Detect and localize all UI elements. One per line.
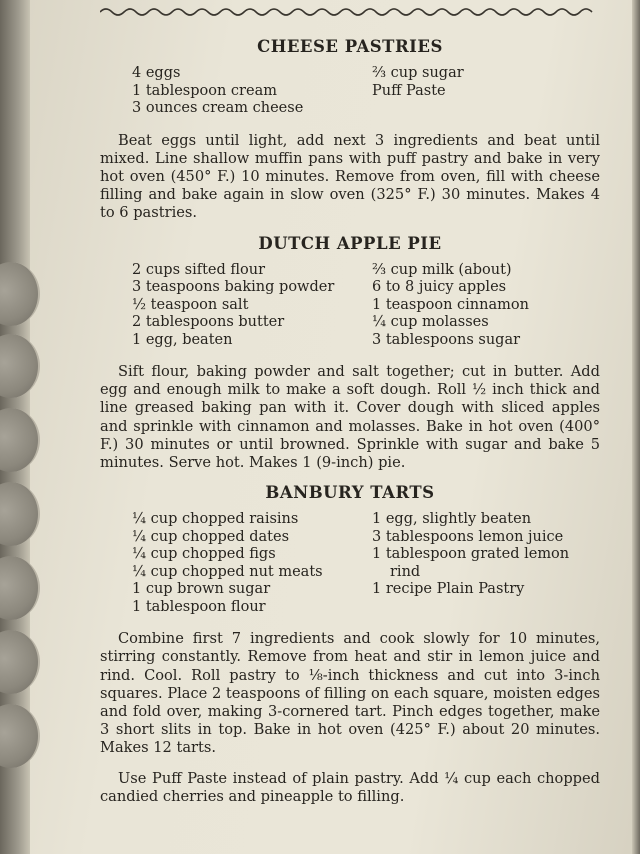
page-tab-scallop [0,482,40,546]
ingredient: 3 tablespoons lemon juice [372,528,564,545]
recipe-cheese-pastries [100,38,600,223]
ingredient: 1 cup brown sugar [132,581,271,598]
page-tab-scallop [0,408,40,472]
recipe-variation: Use Puff Paste instead of plain pastry. Add ¼ cup each chopped candied cherries and pineapple to filling. [100,769,600,805]
recipe-banbury-tarts [100,484,600,806]
ingredient: 4 eggs [132,65,181,81]
page-tab-scallop [0,334,40,398]
ingredient: 1 egg, slightly beaten [372,511,532,528]
ingredient: 6 to 8 juicy apples [372,279,507,296]
recipe-directions: Sift flour, baking powder and salt together; cut in butter. Add egg and enough milk to make a soft dough. Roll ½ inch thick and line greased baking pan with it. Cover dough with sliced apples and sprinkle with cinnamon and molasses. Bake in hot oven (400° F.) 30 minutes or until browned. Sprinkle with sugar and bake 5 minutes. Serve hot. Makes 1 (9-inch) pie. [100,363,600,472]
ingredient-column-right [372,262,592,350]
ingredient-column-left [100,511,372,616]
ingredient-list [100,65,600,118]
ingredient: 1 egg, beaten [132,331,233,348]
page-tab-scallop [0,630,40,694]
ingredient: ½ teaspoon salt [132,296,249,313]
page-tab-scallop [0,262,40,326]
ingredient: 1 tablespoon grated lemon [372,546,570,563]
ingredient: 1 tablespoon cream [132,82,277,99]
ingredient: ⅔ cup milk (about) [372,261,512,278]
ingredient: 3 tablespoons sugar [372,331,521,348]
ingredient: 3 ounces cream cheese [132,100,304,116]
ingredient: ⅔ cup sugar [372,65,464,81]
ingredient-list [100,511,600,616]
ingredient: ¼ cup chopped nut meats [132,563,323,580]
ingredient: 1 teaspoon cinnamon [372,296,529,313]
ingredient: 2 cups sifted flour [132,261,266,278]
ingredient-column-left [100,65,372,118]
ingredient: 1 recipe Plain Pastry [372,581,525,598]
ingredient-column-left [100,262,372,350]
recipe-title: BANBURY TARTS [265,483,435,503]
ingredient: ¼ cup chopped dates [132,528,290,545]
recipe-page-content [100,30,600,818]
ingredient: ¼ cup chopped figs [132,546,276,563]
recipe-title: DUTCH APPLE PIE [258,233,442,253]
page-edge [632,0,640,854]
ingredient: rind [390,563,421,580]
page-tab-scallop [0,704,40,768]
decorative-wave-border [100,2,600,20]
ingredient: 2 tablespoons butter [132,314,285,331]
ingredient: 3 teaspoons baking powder [132,279,335,296]
recipe-dutch-apple-pie [100,235,600,473]
page-tab-scallop [0,556,40,620]
recipe-directions: Beat eggs until light, add next 3 ingredients and beat until mixed. Line shallow muffin pans with puff pastry and bake in very hot oven (450° F.) 10 minutes. Remove from oven, fill with cheese filling and bake again in slow oven (325° F.) 30 minutes. Makes 4 to 6 pastries. [100,131,600,222]
recipe-directions: Combine first 7 ingredients and cook slowly for 10 minutes, stirring constantly. Remove from heat and stir in lemon juice and rind. Cool. Roll pastry to ⅛-inch thickness and cut into 3-inch squares. Place 2 teaspoons of filling on each square, moisten edges and fold over, making 3-cornered tart. Pinch edges together, make 3 short slits in top. Bake in hot oven (425° F.) about 20 minutes. Makes 12 tarts. [100,630,600,757]
ingredient-column-right [372,65,592,118]
ingredient-list [100,262,600,350]
ingredient: 1 tablespoon flour [132,598,266,615]
ingredient: Puff Paste [372,82,446,99]
ingredient-column-right [372,511,592,616]
recipe-title: CHEESE PASTRIES [257,37,443,56]
ingredient: ¼ cup molasses [372,314,489,331]
ingredient: ¼ cup chopped raisins [132,511,299,528]
